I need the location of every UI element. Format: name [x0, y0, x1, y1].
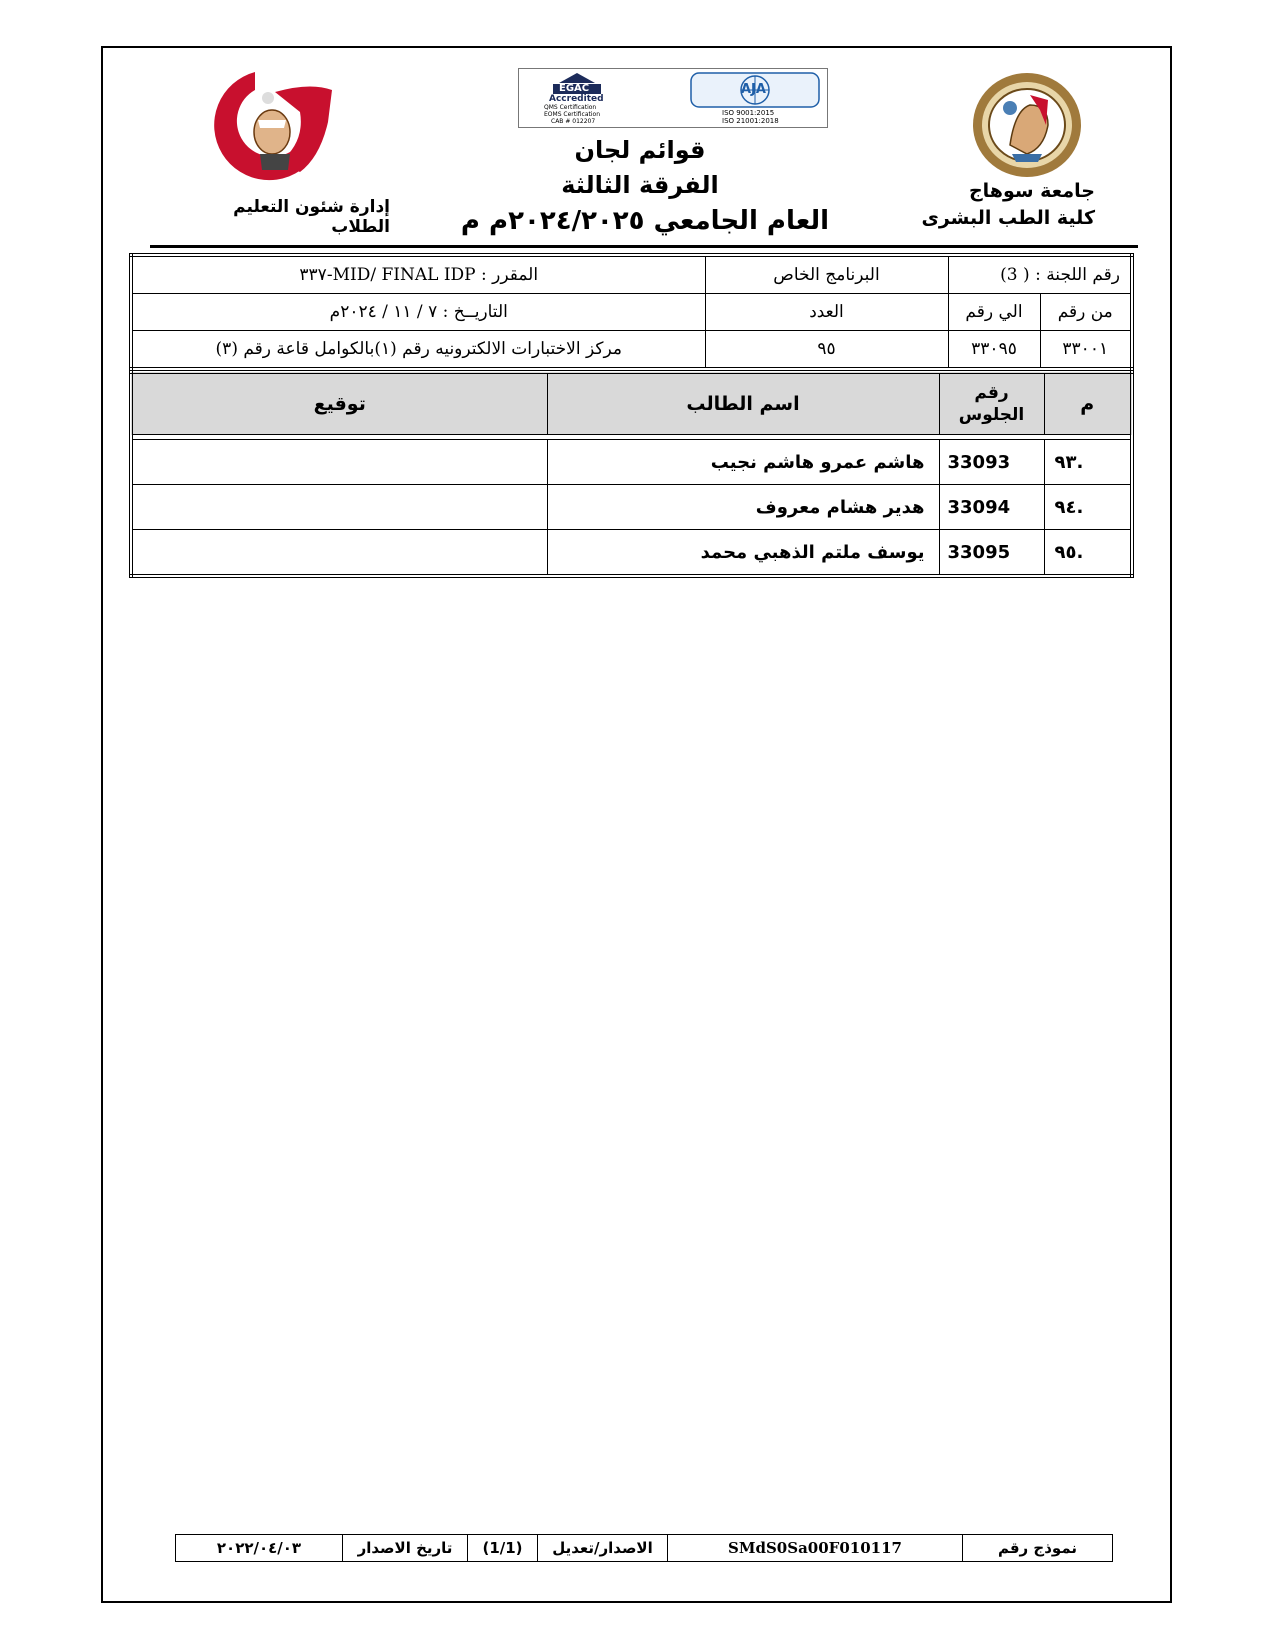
- row-index: .٩٥: [1044, 530, 1132, 577]
- header-divider: [150, 245, 1138, 248]
- name-header: اسم الطالب: [547, 372, 939, 435]
- page-title: قوائم لجان: [574, 136, 706, 164]
- signature-header: توقيع: [131, 372, 547, 435]
- row-name: هدير هشام معروف: [547, 485, 939, 530]
- form-footer: [175, 1534, 1113, 1562]
- row-name: هاشم عمرو هاشم نجيب: [547, 440, 939, 485]
- version-value: (1/1): [468, 1535, 538, 1562]
- university-logo-icon: [160, 62, 350, 187]
- issue-date-label: تاريخ الاصدار: [343, 1535, 468, 1562]
- seat-header: رقم الجلوس: [939, 372, 1044, 435]
- table-row: [131, 440, 1132, 485]
- from-number-value: ٣٣٠٠١: [1040, 331, 1132, 370]
- from-number-label: من رقم: [1040, 294, 1132, 331]
- version-label: الاصدار/تعديل: [538, 1535, 668, 1562]
- egac-line-3: CAB # 012207: [551, 118, 596, 125]
- count-label: العدد: [705, 294, 948, 331]
- row-seat: 33094: [939, 485, 1044, 530]
- to-number-value: ٣٣٠٩٥: [948, 331, 1040, 370]
- university-name: جامعة سوهاج: [968, 180, 1095, 202]
- form-number-label: نموذج رقم: [963, 1535, 1113, 1562]
- course-name: المقرر : MID/ FINAL IDP-٣٣٧: [131, 255, 705, 294]
- egac-line-2: EOMS Certification: [544, 111, 601, 118]
- faculty-name: كلية الطب البشرى: [921, 207, 1095, 229]
- to-number-label: الي رقم: [948, 294, 1040, 331]
- row-seat: 33093: [939, 440, 1044, 485]
- committee-number: رقم اللجنة : ( 3): [948, 255, 1132, 294]
- egac-text: EGAC: [559, 83, 590, 94]
- exam-location: مركز الاختبارات الالكترونيه رقم (١)بالكوامل قاعة رقم (٣): [131, 331, 705, 370]
- row-seat: 33095: [939, 530, 1044, 577]
- index-header: م: [1044, 372, 1132, 435]
- academic-year: العام الجامعي ٢٠٢٤/٢٠٢٥م م: [460, 206, 830, 236]
- exam-date: التاريــخ : ٧ / ١١ / ٢٠٢٤م: [131, 294, 705, 331]
- egac-accredited: Accredited: [549, 94, 604, 104]
- row-signature[interactable]: [131, 485, 547, 530]
- row-signature[interactable]: [131, 440, 547, 485]
- table-row: [131, 530, 1132, 577]
- issue-date: ٢٠٢٢/٠٤/٠٣: [176, 1535, 343, 1562]
- aja-line-2: ISO 21001:2018: [722, 117, 779, 125]
- students-table: [129, 370, 1134, 578]
- aja-line-1: ISO 9001:2015: [722, 109, 775, 117]
- program-name: البرنامج الخاص: [705, 255, 948, 294]
- year-group: الفرقة الثالثة: [561, 171, 719, 199]
- count-value: ٩٥: [705, 331, 948, 370]
- form-code: SMdS0Sa00F010117: [668, 1535, 963, 1562]
- aja-text: AJA: [741, 82, 766, 97]
- table-row: [131, 485, 1132, 530]
- row-index: .٩٣: [1044, 440, 1132, 485]
- department-name: إدارة شئون التعليم الطلاب: [233, 197, 390, 237]
- accreditation-badge: [518, 68, 828, 128]
- row-index: .٩٤: [1044, 485, 1132, 530]
- committee-info-table: [129, 253, 1134, 371]
- row-name: يوسف ملتم الذهبي محمد: [547, 530, 939, 577]
- row-signature[interactable]: [131, 530, 547, 577]
- egac-line-1: QMS Certification: [544, 104, 597, 111]
- faculty-logo-icon: [970, 70, 1085, 180]
